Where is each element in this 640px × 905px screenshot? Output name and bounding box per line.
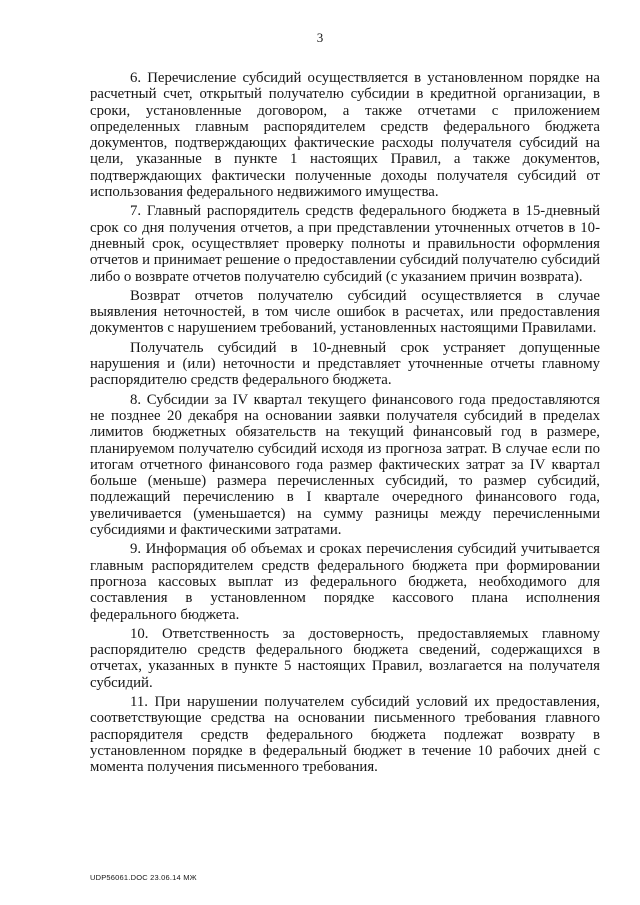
paragraph-7: 7. Главный распорядитель средств федерального бюджета в 15-дневный срок со дня получения отчетов, а при представлении уточненных отчетов в 10-дневный срок, осуществляет проверку полноты и правильности оформления отчетов и принимает решение о предоставлении субсидий получателю субсидий либо о возврате отчетов получателю субсидий (с указанием причин возврата). [90,203,600,285]
paragraph-7-return: Возврат отчетов получателю субсидий осуществляется в случае выявления неточностей, в том числе ошибок в расчетах, или предоставления документов с нарушением требований, установленных настоящими Правилами. [90,287,600,337]
document-body [90,70,600,778]
paragraph-7-correction: Получатель субсидий в 10-дневный срок устраняет допущенные нарушения и (или) неточности и представляет уточненные отчеты главному распорядителю средств федерального бюджета. [90,339,600,389]
document-footer: UDP56061.DOC 23.06.14 МЖ [90,873,197,882]
paragraph-10: 10. Ответственность за достоверность, предоставляемых главному распорядителю средств федерального бюджета сведений, содержащихся в отчетах, указанных в пункте 5 настоящих Правил, возлагается на получателя субсидий. [90,625,600,691]
page-number: 3 [316,30,324,45]
paragraph-11: 11. При нарушении получателем субсидий условий их предоставления, соответствующие средства на основании письменного требования главного распорядителя средств федерального бюджета подлежат возврату в установленном порядке в федеральный бюджет в течение 10 рабочих дней с момента получения письменного требования. [90,693,600,776]
paragraph-8: 8. Субсидии за IV квартал текущего финансового года предоставляются не позднее 20 декабря на основании заявки получателя субсидий в пределах лимитов бюджетных обязательств на текущий финансовый год в размере, планируемом получателю субсидий исходя из прогноза затрат. В случае если по итогам отчетного финансового года размер фактических затрат за IV квартал больше (меньше) размера перечисленных субсидий, то размер субсидий, подлежащий перечислению в I квартале очередного финансового года, увеличивается (уменьшается) на сумму разницы между перечисленными субсидиями и фактическими затратами. [90,391,600,539]
paragraph-9: 9. Информация об объемах и сроках перечисления субсидий учитывается главным распорядителем средств федерального бюджета при формировании прогноза кассовых выплат из федерального бюджета, необходимого для составления в установленном порядке кассового плана исполнения федерального бюджета. [90,541,600,623]
paragraph-6: 6. Перечисление субсидий осуществляется в установленном порядке на расчетный счет, открытый получателю субсидии в кредитной организации, в сроки, установленные договором, а также отчетами с приложением определенных главным распорядителем средств федерального бюджета документов, подтверждающих фактические расходы получателя субсидий на цели, указанные в пункте 1 настоящих Правил, а также документов, подтверждающих фактически полученные доходы получателя субсидий от использования федерального недвижимого имущества. [90,70,600,201]
